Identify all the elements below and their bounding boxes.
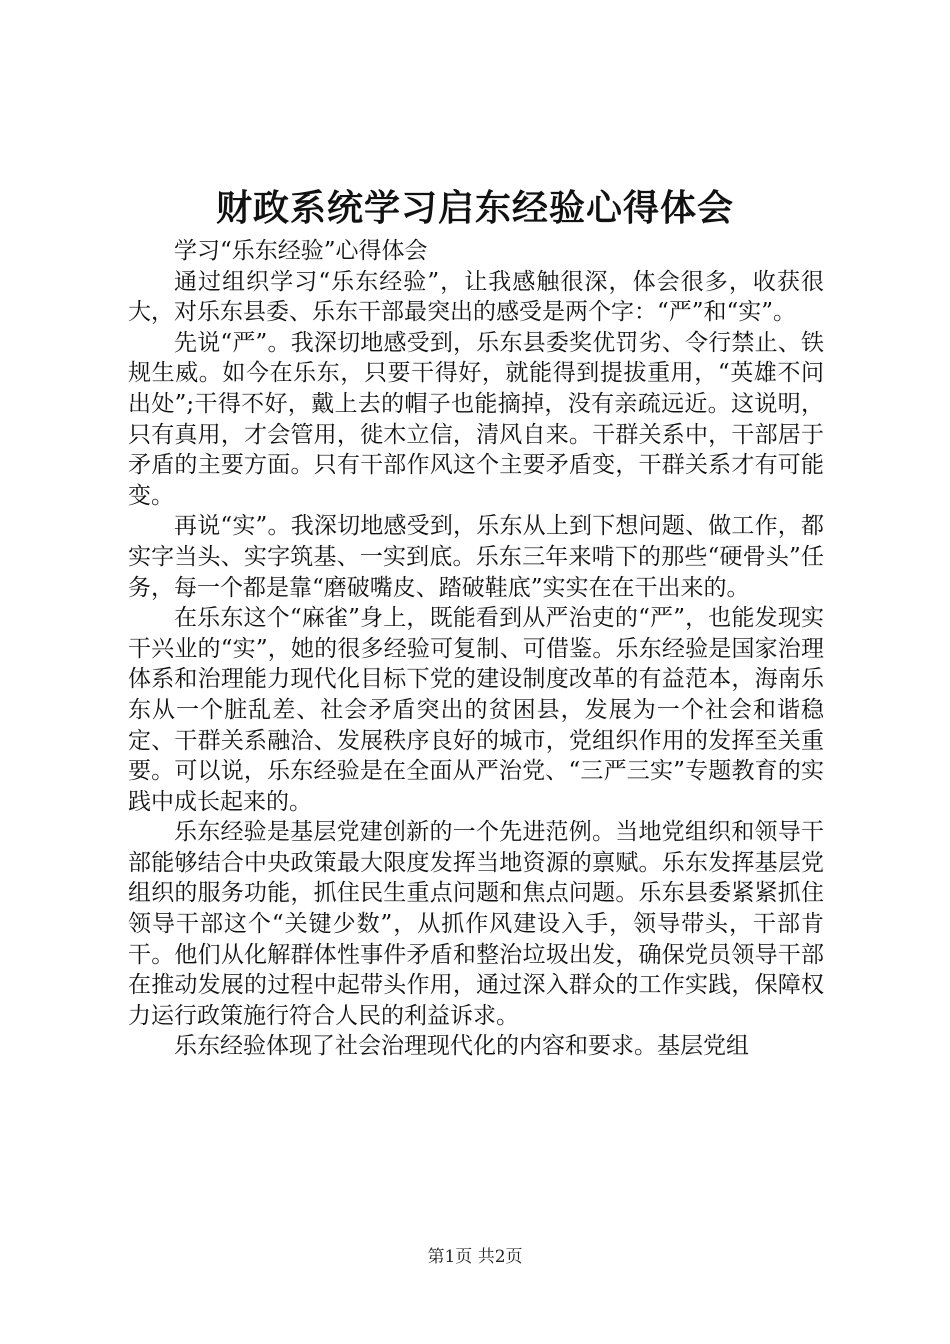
paragraph-practical: 再说“实”。我深切地感受到，乐东从上到下想问题、做工作，都实字当头、实字筑基、一实到底。乐东三年来啃下的那些“硬骨头”任务，每一个都是靠“磨破嘴皮、踏破鞋底”实实在在干出来的。 bbox=[128, 513, 824, 601]
document-title: 财政系统学习启东经验心得体会 bbox=[215, 188, 734, 229]
paragraph-strict: 先说“严”。我深切地感受到，乐东县委奖优罚劣、令行禁止、铁规生威。如今在乐东，只要干得好，就能得到提拔重用，“英雄不问出处”;干得不好，戴上去的帽子也能摘掉，没有亲疏远近。这说明，只有真用，才会管用，徙木立信，清风自来。干群关系中，干部居于矛盾的主要方面。只有干部作风这个主要矛盾变，干群关系才有可能变。 bbox=[128, 329, 824, 509]
paragraph-governance: 乐东经验体现了社会治理现代化的内容和要求。基层党组 bbox=[174, 1033, 749, 1060]
paragraph-party-building: 乐东经验是基层党建创新的一个先进范例。当地党组织和领导干部能够结合中央政策最大限度发挥当地资源的禀赋。乐东发挥基层党组织的服务功能，抓住民生重点问题和焦点问题。乐东县委紧紧抓住领导干部这个“关键少数”，从抓作风建设入手，领导带头，干部肯干。他们从化解群体性事件矛盾和整治垃圾出发，确保党员领导干部在推动发展的过程中起带头作用，通过深入群众的工作实践，保障权力运行政策施行符合人民的利益诉求。 bbox=[128, 819, 824, 1029]
paragraph-subtitle: 学习“乐东经验”心得体会 bbox=[174, 238, 428, 264]
paragraph-intro: 通过组织学习“乐东经验”，让我感触很深，体会很多，收获很大，对乐东县委、乐东干部最突出的感受是两个字：“严”和“实”。 bbox=[128, 268, 824, 326]
page-footer: 第1页 共2页 bbox=[427, 1247, 523, 1267]
paragraph-sparrow: 在乐东这个“麻雀”身上，既能看到从严治吏的“严”，也能发现实干兴业的“实”，她的很多经验可复制、可借鉴。乐东经验是国家治理体系和治理能力现代化目标下党的建设制度改革的有益范本，海南乐东从一个脏乱差、社会矛盾突出的贫困县，发展为一个社会和谐稳定、干群关系融洽、发展秩序良好的城市，党组织作用的发挥至关重要。可以说，乐东经验是在全面从严治党、“三严三实”专题教育的实践中成长起来的。 bbox=[128, 605, 824, 815]
document-body bbox=[128, 236, 824, 1062]
